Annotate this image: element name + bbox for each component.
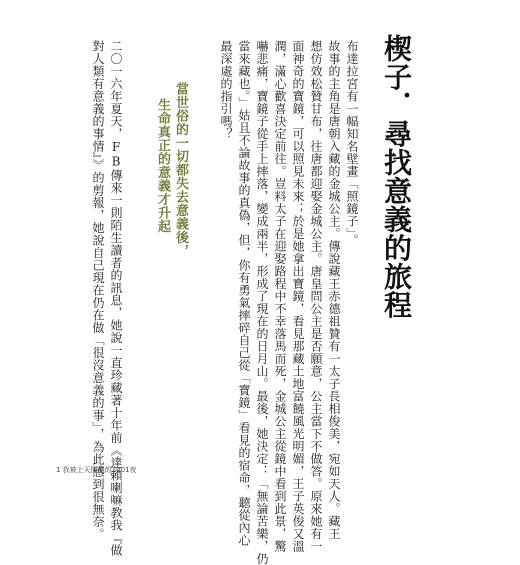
- body-line: 故事的主角是唐朝入藏的金城公主。傳說藏王赤德祖贊有一太子長相俊美，宛如天人。藏王: [327, 40, 341, 540]
- body-line: 布達拉宮有一幅知名壁畫「照鏡子」。: [345, 40, 359, 247]
- quote-line: 生命真正的意義才升起: [155, 98, 170, 233]
- body-line: 嚇悲痛，寶鏡子從手上摔落，變成兩半，形成了現在的日月山。最後，她決定：「無論苦樂，仍: [255, 40, 269, 565]
- body-line: 潤，滿心歡喜決定前往。豈料太子在迎娶路程中不幸落馬而死，金城公主從鏡中看到此景，驚: [273, 40, 287, 553]
- chapter-title: 楔子．尋找意義的旅程: [380, 34, 413, 319]
- page-footer: 1 我被上天開機的2001夜: [56, 466, 137, 474]
- quote-line: 當世俗的一切都失去意義後，: [173, 82, 188, 258]
- body-line: 想仿效松贊甘布，往唐都迎娶金城公主。唐皇問公主是否願意，公主當下不做答。原來她有一: [309, 40, 323, 553]
- body-line: 最深處的指引嗎？: [219, 40, 233, 140]
- body-line: 當來藏也。」姑且不論故事的真偽，但，你有勇氣摔碎自己從「寶鏡」看見的宿命，聽從內心: [237, 40, 251, 547]
- body-line: 二〇一六年夏天，FB傳來一則陌生讀者的訊息，她說一直珍藏著十年前《達賴喇嘛教我『做: [109, 40, 123, 557]
- body-line: 面神奇的寶鏡，可以照見未來；於是她拿出寶鏡，看見那藏土地富饒風光明媚，王子英俊又溫: [291, 40, 305, 553]
- body-line: 對人類有意義的事情』》的剪報，她說自己現在仍在做「很沒意義的事」，為此感到很無奈。: [91, 40, 105, 541]
